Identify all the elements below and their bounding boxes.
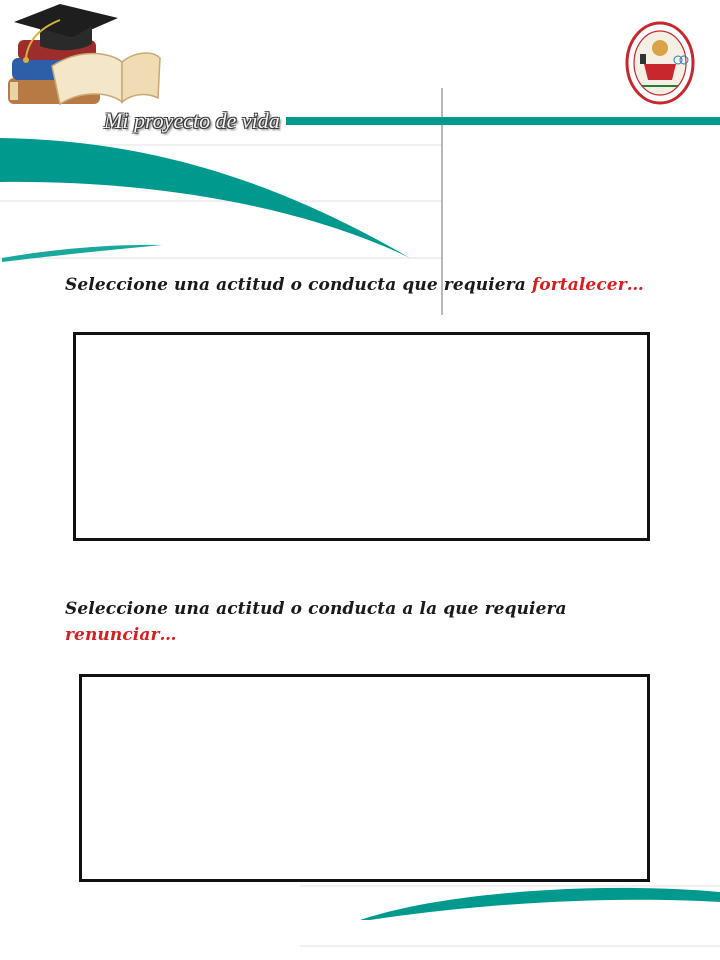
- answer-box-strengthen[interactable]: [73, 332, 650, 541]
- prompt-strengthen-text: Seleccione una actitud o conducta que requiera: [65, 275, 532, 295]
- graduation-books-icon: [8, 4, 160, 104]
- prompt-renounce: [65, 596, 635, 649]
- prompt-renounce-text: Seleccione una actitud o conducta a la que requiera: [65, 599, 567, 619]
- school-seal-logo: [627, 23, 693, 103]
- page-title: Mi proyecto de vida: [104, 108, 280, 133]
- prompt-strengthen: [65, 272, 705, 298]
- prompt-renounce-accent: renunciar…: [65, 625, 177, 646]
- footer-decoration: [290, 880, 720, 960]
- answer-box-renounce[interactable]: [79, 674, 650, 882]
- prompt-strengthen-accent: fortalecer…: [531, 275, 644, 295]
